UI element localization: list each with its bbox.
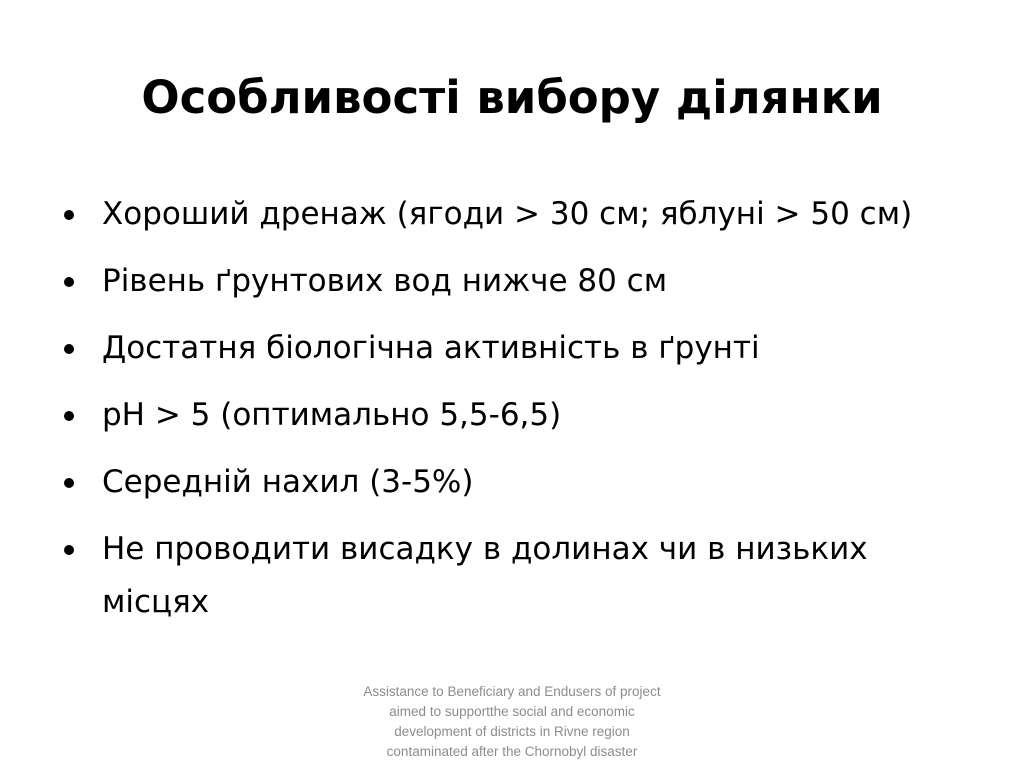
bullet-icon: [64, 478, 74, 488]
bullet-list: [64, 188, 964, 643]
bullet-text: Хороший дренаж (ягоди > 30 см; яблуні > 50 см): [102, 196, 913, 232]
bullet-item: [64, 389, 964, 442]
bullet-item: [64, 523, 964, 629]
bullet-item: [64, 255, 964, 308]
bullet-icon: [64, 344, 74, 354]
slide-title: Особливості вибору ділянки: [141, 71, 883, 124]
bullet-text: Достатня біологічна активність в ґрунті: [102, 330, 760, 366]
footer-note: Assistance to Beneficiary and Endusers of project aimed to supportthe social and economic development of districts in Rivne region contaminated after the Chornobyl disaster: [363, 684, 661, 759]
bullet-item: [64, 188, 964, 241]
bullet-item: [64, 456, 964, 509]
bullet-text: pH > 5 (оптимально 5,5-6,5): [102, 397, 562, 433]
bullet-icon: [64, 411, 74, 421]
bullet-icon: [64, 545, 74, 555]
bullet-text: Рівень ґрунтових вод нижче 80 см: [102, 263, 668, 299]
bullet-icon: [64, 210, 74, 220]
bullet-text: Не проводити висадку в долинах чи в низьких місцях: [102, 531, 868, 620]
bullet-icon: [64, 277, 74, 287]
bullet-text: Середній нахил (3-5%): [102, 464, 474, 500]
bullet-item: [64, 322, 964, 375]
